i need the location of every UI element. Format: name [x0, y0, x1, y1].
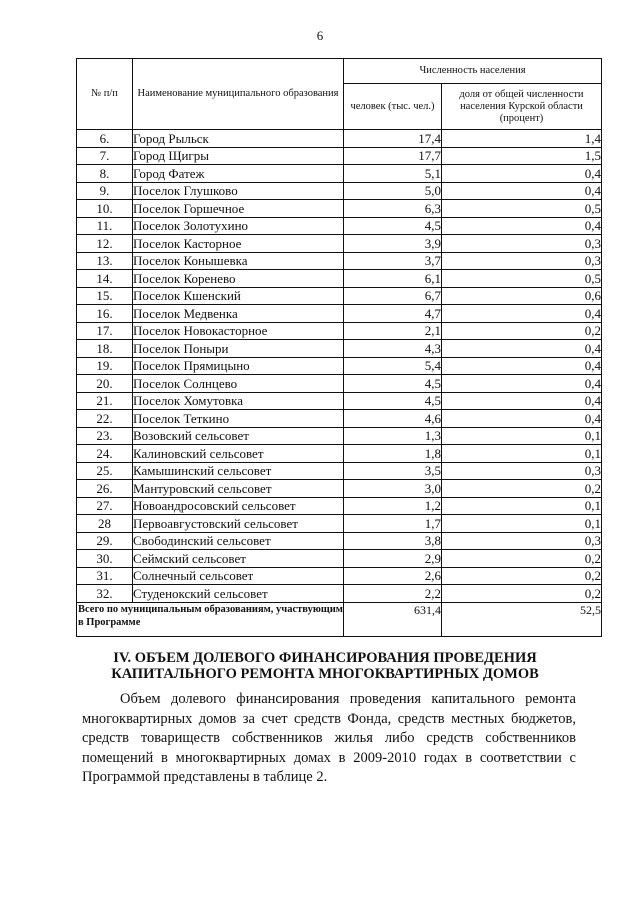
row-number: 15. — [77, 287, 133, 305]
total-share: 52,5 — [442, 602, 602, 636]
table-row — [77, 375, 602, 393]
table-row — [77, 340, 602, 358]
header-share: доля от общей численности населения Курской области (процент) — [442, 84, 602, 130]
table-row — [77, 410, 602, 428]
row-share: 0,4 — [442, 340, 602, 358]
section-heading: IV. ОБЪЕМ ДОЛЕВОГО ФИНАНСИРОВАНИЯ ПРОВЕДЕНИЯ КАПИТАЛЬНОГО РЕМОНТА МНОГОКВАРТИРНЫХ ДОМОВ — [111, 650, 539, 682]
table-row — [77, 550, 602, 568]
row-number: 18. — [77, 340, 133, 358]
row-share: 0,1 — [442, 427, 602, 445]
header-municipality-name: Наименование муниципального образования — [133, 59, 344, 130]
table-row — [77, 392, 602, 410]
table-row — [77, 217, 602, 235]
row-people: 4,3 — [344, 340, 442, 358]
row-share: 0,4 — [442, 305, 602, 323]
row-share: 0,4 — [442, 182, 602, 200]
row-number: 8. — [77, 165, 133, 183]
row-share: 0,4 — [442, 410, 602, 428]
row-name: Студенокский сельсовет — [133, 585, 344, 603]
row-share: 0,4 — [442, 392, 602, 410]
row-share: 0,4 — [442, 375, 602, 393]
row-people: 2,6 — [344, 567, 442, 585]
table-body — [77, 130, 602, 637]
row-name: Возовский сельсовет — [133, 427, 344, 445]
row-number: 10. — [77, 200, 133, 218]
row-people: 4,7 — [344, 305, 442, 323]
row-people: 5,4 — [344, 357, 442, 375]
row-name: Камышинский сельсовет — [133, 462, 344, 480]
total-people: 631,4 — [344, 602, 442, 636]
row-people: 5,1 — [344, 165, 442, 183]
row-number: 25. — [77, 462, 133, 480]
table-row — [77, 515, 602, 533]
row-people: 17,7 — [344, 147, 442, 165]
row-number: 26. — [77, 480, 133, 498]
row-name: Поселок Солнцево — [133, 375, 344, 393]
row-name: Поселок Теткино — [133, 410, 344, 428]
row-name: Поселок Конышевка — [133, 252, 344, 270]
section-paragraph: Объем долевого финансирования проведения капитального ремонта многоквартирных домов за счет средств Фонда, средств местных бюджетов, средств товариществ собственников жилья либо средств собственников помещений в многоквартирных домах в 2009-2010 годах в соответствии с Программой представлены в таблице 2. — [82, 691, 576, 785]
row-share: 0,2 — [442, 567, 602, 585]
table-row — [77, 147, 602, 165]
row-people: 3,8 — [344, 532, 442, 550]
row-people: 4,5 — [344, 375, 442, 393]
row-people: 6,7 — [344, 287, 442, 305]
table-row — [77, 182, 602, 200]
row-share: 0,2 — [442, 550, 602, 568]
row-people: 2,2 — [344, 585, 442, 603]
row-people: 6,1 — [344, 270, 442, 288]
row-share: 0,1 — [442, 515, 602, 533]
row-share: 0,3 — [442, 235, 602, 253]
row-name: Калиновский сельсовет — [133, 445, 344, 463]
row-name: Поселок Новокасторное — [133, 322, 344, 340]
row-name: Поселок Прямицыно — [133, 357, 344, 375]
row-people: 3,9 — [344, 235, 442, 253]
row-name: Мантуровский сельсовет — [133, 480, 344, 498]
row-people: 2,9 — [344, 550, 442, 568]
row-name: Поселок Касторное — [133, 235, 344, 253]
row-people: 3,5 — [344, 462, 442, 480]
row-number: 21. — [77, 392, 133, 410]
row-number: 31. — [77, 567, 133, 585]
table-total-row — [77, 602, 602, 636]
row-number: 19. — [77, 357, 133, 375]
row-name: Город Щигры — [133, 147, 344, 165]
row-share: 0,3 — [442, 252, 602, 270]
row-name: Свободинский сельсовет — [133, 532, 344, 550]
row-name: Сеймский сельсовет — [133, 550, 344, 568]
header-number: № п/п — [77, 59, 133, 130]
table-row — [77, 480, 602, 498]
population-table — [76, 58, 602, 637]
row-number: 6. — [77, 130, 133, 148]
row-people: 3,0 — [344, 480, 442, 498]
row-people: 1,8 — [344, 445, 442, 463]
table-row — [77, 585, 602, 603]
row-people: 4,5 — [344, 392, 442, 410]
row-name: Новоандросовский сельсовет — [133, 497, 344, 515]
row-share: 0,2 — [442, 480, 602, 498]
row-share: 0,5 — [442, 270, 602, 288]
row-number: 16. — [77, 305, 133, 323]
row-number: 29. — [77, 532, 133, 550]
table-row — [77, 305, 602, 323]
row-share: 0,4 — [442, 217, 602, 235]
row-people: 1,3 — [344, 427, 442, 445]
row-share: 0,3 — [442, 532, 602, 550]
row-number: 24. — [77, 445, 133, 463]
row-number: 17. — [77, 322, 133, 340]
header-population: Численность населения — [344, 59, 602, 84]
row-share: 0,5 — [442, 200, 602, 218]
row-share: 0,1 — [442, 445, 602, 463]
row-name: Первоавгустовский сельсовет — [133, 515, 344, 533]
row-number: 28 — [77, 515, 133, 533]
row-name: Поселок Кшенский — [133, 287, 344, 305]
row-number: 23. — [77, 427, 133, 445]
row-people: 5,0 — [344, 182, 442, 200]
row-name: Солнечный сельсовет — [133, 567, 344, 585]
row-share: 0,2 — [442, 322, 602, 340]
table-row — [77, 322, 602, 340]
row-number: 11. — [77, 217, 133, 235]
row-people: 1,7 — [344, 515, 442, 533]
table-row — [77, 497, 602, 515]
total-label: Всего по муниципальным образованиям, участвующим в Программе — [77, 602, 344, 636]
table-row — [77, 235, 602, 253]
row-name: Поселок Поныри — [133, 340, 344, 358]
table-row — [77, 445, 602, 463]
row-name: Поселок Глушково — [133, 182, 344, 200]
table-row — [77, 252, 602, 270]
table-row — [77, 130, 602, 148]
row-people: 2,1 — [344, 322, 442, 340]
row-number: 30. — [77, 550, 133, 568]
row-name: Поселок Горшечное — [133, 200, 344, 218]
row-share: 0,4 — [442, 357, 602, 375]
row-number: 12. — [77, 235, 133, 253]
row-name: Поселок Медвенка — [133, 305, 344, 323]
row-number: 14. — [77, 270, 133, 288]
table-row — [77, 567, 602, 585]
row-name: Город Рыльск — [133, 130, 344, 148]
table-row — [77, 287, 602, 305]
table-row — [77, 165, 602, 183]
table-row — [77, 427, 602, 445]
row-number: 22. — [77, 410, 133, 428]
row-share: 1,5 — [442, 147, 602, 165]
table-row — [77, 200, 602, 218]
table-row — [77, 462, 602, 480]
row-name: Город Фатеж — [133, 165, 344, 183]
table-row — [77, 532, 602, 550]
page-number: 6 — [316, 28, 324, 43]
row-share: 0,1 — [442, 497, 602, 515]
row-share: 0,4 — [442, 165, 602, 183]
row-number: 20. — [77, 375, 133, 393]
row-name: Поселок Золотухино — [133, 217, 344, 235]
row-name: Поселок Хомутовка — [133, 392, 344, 410]
row-number: 27. — [77, 497, 133, 515]
row-people: 4,5 — [344, 217, 442, 235]
table-row — [77, 270, 602, 288]
row-share: 0,2 — [442, 585, 602, 603]
row-people: 3,7 — [344, 252, 442, 270]
row-number: 32. — [77, 585, 133, 603]
row-number: 9. — [77, 182, 133, 200]
row-number: 13. — [77, 252, 133, 270]
header-people: человек (тыс. чел.) — [344, 84, 442, 130]
row-people: 1,2 — [344, 497, 442, 515]
row-people: 4,6 — [344, 410, 442, 428]
row-share: 0,3 — [442, 462, 602, 480]
row-people: 17,4 — [344, 130, 442, 148]
row-number: 7. — [77, 147, 133, 165]
row-share: 1,4 — [442, 130, 602, 148]
row-people: 6,3 — [344, 200, 442, 218]
row-name: Поселок Коренево — [133, 270, 344, 288]
table-row — [77, 357, 602, 375]
row-share: 0,6 — [442, 287, 602, 305]
